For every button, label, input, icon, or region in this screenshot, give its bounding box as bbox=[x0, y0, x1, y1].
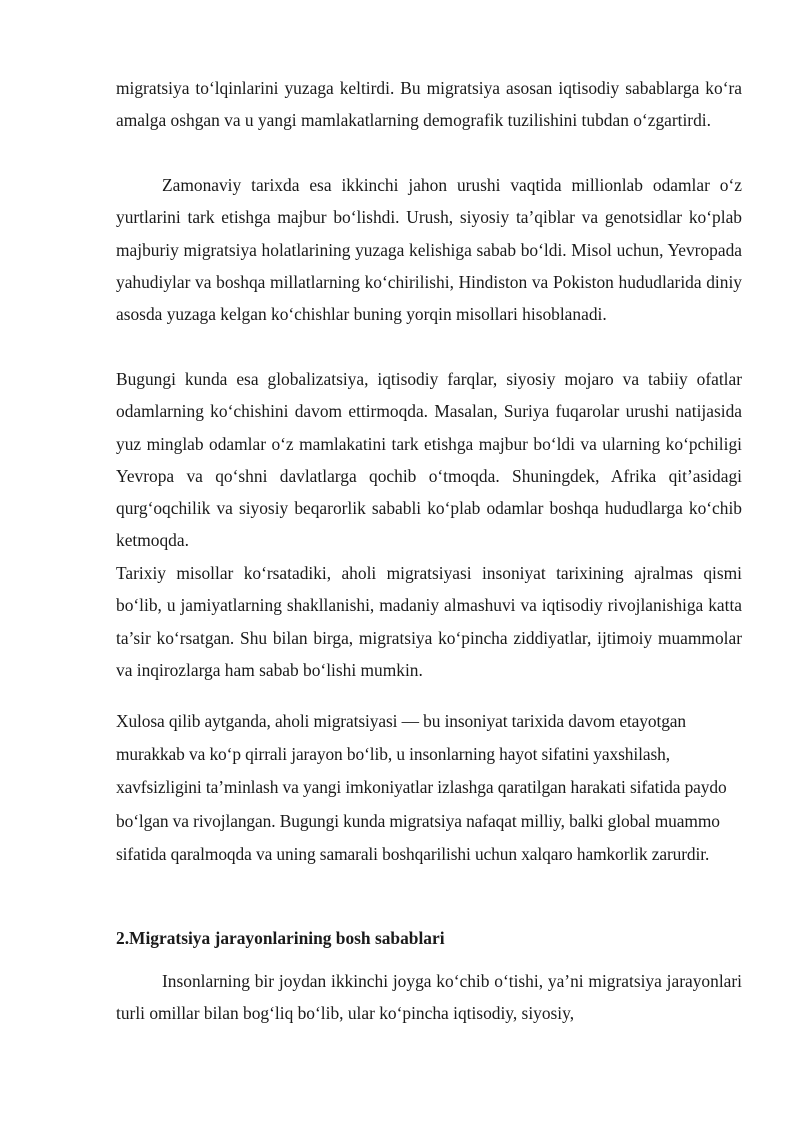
paragraph-conclusion: Xulosa qilib aytganda, aholi migratsiyasi — bu insoniyat tarixida davom etayotgan murakkab va ko‘p qirrali jarayon bo‘lib, u insonlarning hayot sifatini yaxshilash, xavfsizligini ta’minlash va yangi imkoniyatlar izlashga qaratilgan harakati sifatida paydo bo‘lgan va rivojlangan. Bugungi kunda migratsiya nafaqat milliy, balki global muammo sifatida qaralmoqda va uning samarali boshqarilishi uchun xalqaro hamkorlik zarurdir. bbox=[116, 711, 727, 864]
paragraph-modern-history: Zamonaviy tarixda esa ikkinchi jahon urushi vaqtida millionlab odamlar o‘z yurtlarini tark etishga majbur bo‘lishdi. Urush, siyosiy ta’qiblar va genotsidlar ko‘plab majburiy migratsiya holatlarining yuzaga kelishiga sabab bo‘ldi. Misol uchun, Yevropada yahudiylar va boshqa millatlarning ko‘chirilishi, Hindiston va Pokiston hududlarida diniy asosda yuzaga kelgan ko‘chishlar buning yorqin misollari hisoblanadi. bbox=[116, 175, 742, 325]
paragraph-today: Bugungi kunda esa globalizatsiya, iqtisodiy farqlar, siyosiy mojaro va tabiiy ofatlar odamlarning ko‘chishini davom ettirmoqda. Masalan, Suriya fuqarolar urushi natijasida yuz minglab odamlar o‘z mamlakatini tark etishga majbur bo‘ldi va ularning ko‘pchiligi Yevropa va qo‘shni davlatlarga qochib o‘tmoqda. Shuningdek, Afrika qit’asidagi qurg‘oqchilik va siyosiy beqarorlik sababli ko‘plab odamlar boshqa hududlarga ko‘chib ketmoqda. bbox=[116, 369, 742, 551]
paragraph-section-intro: Insonlarning bir joydan ikkinchi joyga ko‘chib o‘tishi, ya’ni migratsiya jarayonlari turli omillar bilan bog‘liq bo‘lib, ular ko‘pincha iqtisodiy, siyosiy, bbox=[116, 971, 742, 1024]
section-heading: 2.Migratsiya jarayonlarining bosh sabablari bbox=[116, 928, 445, 948]
paragraph-migration-waves: migratsiya to‘lqinlarini yuzaga keltirdi. Bu migratsiya asosan iqtisodiy sabablarga ko‘ra amalga oshgan va u yangi mamlakatlarning demografik tuzilishini tubdan o‘zgartirdi. bbox=[116, 78, 742, 131]
paragraph-historical-examples: Tarixiy misollar ko‘rsatadiki, aholi migratsiyasi insoniyat tarixining ajralmas qismi bo‘lib, u jamiyatlarning shakllanishi, madaniy almashuvi va iqtisodiy rivojlanishiga katta ta’sir ko‘rsatgan. Shu bilan birga, migratsiya ko‘pincha ziddiyatlar, ijtimoiy muammolar va inqirozlarga ham sabab bo‘lishi mumkin. bbox=[116, 563, 742, 680]
